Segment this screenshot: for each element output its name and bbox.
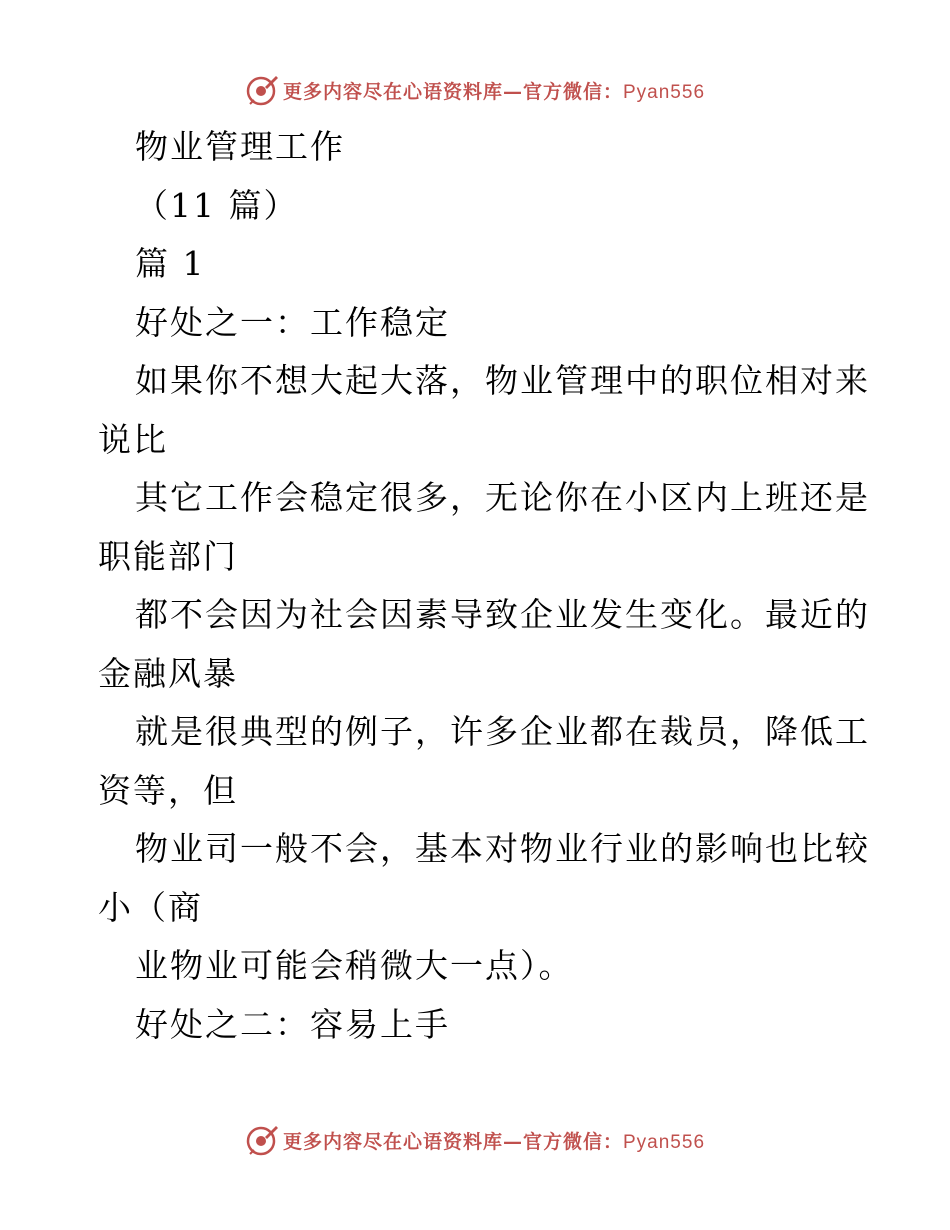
doc-title: 物业管理工作 <box>135 127 345 166</box>
paragraph-line: 其它工作会稳定很多，无论你在小区内上班还是 <box>135 478 870 517</box>
paragraph-line: 说比 <box>98 419 168 459</box>
paragraph-line: 就是很典型的例子，许多企业都在裁员，降低工 <box>135 712 870 751</box>
paragraph-line: 金融风暴 <box>98 653 238 693</box>
subheading: 好处之二：容易上手 <box>135 1004 450 1044</box>
paragraph-line: 小（商 <box>98 887 203 927</box>
document-body <box>98 118 870 1054</box>
paragraph-line: 物业司一般不会，基本对物业行业的影响也比较 <box>135 829 870 868</box>
doc-count: （11 篇） <box>135 185 299 225</box>
paragraph-line: 如果你不想大起大落，物业管理中的职位相对来 <box>135 361 870 400</box>
pen-logo-icon <box>245 73 279 107</box>
paragraph-line: 业物业可能会稍微大一点）。 <box>135 946 574 985</box>
paragraph-line: 都不会因为社会因素导致企业发生变化。最近的 <box>135 595 870 634</box>
header-watermark-text: 更多内容尽在心语资料库—官方微信：Pyan556 <box>282 80 706 103</box>
subheading: 好处之一：工作稳定 <box>135 302 450 342</box>
section-heading: 篇 1 <box>135 244 206 283</box>
header-watermark <box>0 70 950 110</box>
pen-logo-icon <box>245 1123 279 1157</box>
footer-watermark-text: 更多内容尽在心语资料库—官方微信：Pyan556 <box>282 1130 706 1153</box>
paragraph-line: 职能部门 <box>98 536 238 576</box>
footer-watermark <box>0 1120 950 1160</box>
paragraph-line: 资等，但 <box>98 770 238 810</box>
